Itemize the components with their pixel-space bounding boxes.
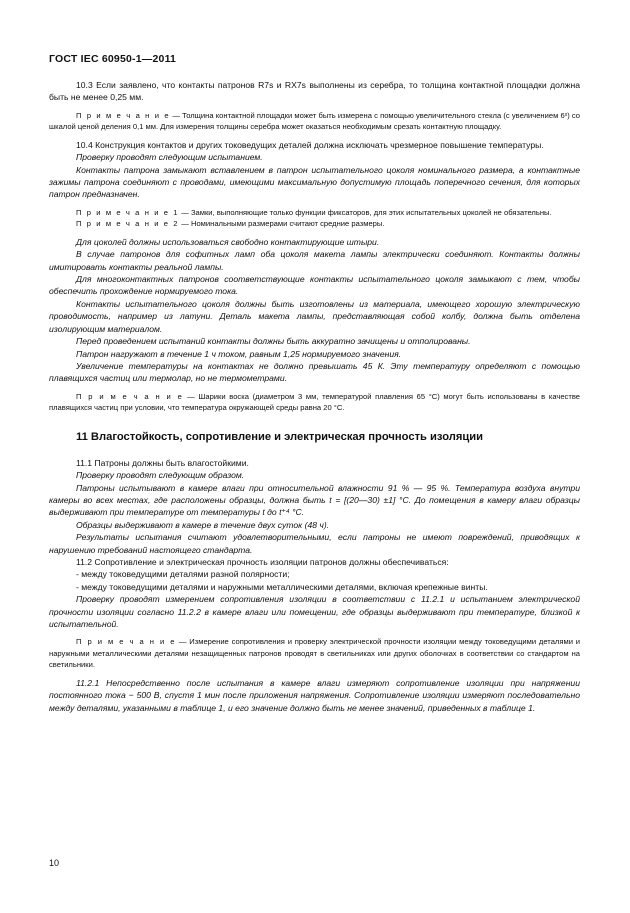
note-label: П р и м е ч а н и е 1 [76, 207, 180, 217]
document-header: ГОСТ IEC 60950-1—2011 [49, 53, 177, 65]
note-text: — Толщина контактной площадки может быть измерена с помощью увеличительного стекла (с увеличением 6ˣ) со шкалой ценой деления 0,1 мм. Для измерения толщины серебра может оказаться необходимым срезать контактную площадку. [49, 110, 581, 132]
note-11 [49, 636, 580, 671]
paragraph: Увеличение температуры на контактах не должно превышать 45 К. Эту температуру определяют с помощью плавящихся частиц или термолар, но не термометрами. [49, 360, 580, 384]
paragraph: Патрон нагружают в течение 1 ч током, равным 1,25 нормируемого значения. [76, 348, 402, 359]
note-label: П р и м е ч а н и е [76, 391, 184, 401]
clause-10-4: 10.4 Конструкция контактов и других токоведущих деталей должна исключать чрезмерное повышение температуры. [76, 139, 544, 150]
note-text: — Номинальными размерами считают средние размеры. [179, 219, 385, 229]
page-content [49, 79, 580, 714]
test-intro: Проверку проводят следующим образом. [76, 470, 245, 481]
paragraph: Проверку проводят измерением сопротивления изоляции в соответствии с 11.2.1 и испытанием электрической прочности изоляции согласно 11.2.2 в камере влаги или помещении, где образцы выдерживают при температуре, близкой к испытательной. [49, 594, 580, 629]
note-10-3 [49, 110, 580, 133]
humidity-test: Патроны испытывают в камере влаги при относительной влажности 91 % — 95 %. Температура воздуха внутри камеры во всех местах, где расположены образцы, должна быть t = [(20—30) ±1] °С. До помещения в камеру влаги образцы выдерживают при температуре от температуры t до t⁺⁴ °С. [49, 482, 580, 518]
note-text: — Шарики воска (диаметром 3 мм, температурой плавления 65 °С) могут быть использованы в качестве плавящихся частиц при условии, что температура окружающей среды равна 20 °С. [49, 391, 581, 413]
note-label: П р и м е ч а н и е [76, 110, 171, 120]
note-3 [49, 391, 580, 414]
page-number: 10 [49, 858, 60, 868]
note-1 [49, 207, 580, 219]
test-description: Контакты патрона замыкают вставлением в патрон испытательного цоколя номинального размера, а контактные зажимы патрона соединяют с проводами, имеющими максимальную допустимую площадь поперечного сечения, для которых патрон предназначен. [49, 164, 580, 200]
paragraph: В случае патронов для софитных ламп оба цоколя макета лампы электрически соединяют. Контакты должны имитировать контакты реальной лампы. [49, 249, 580, 272]
paragraph: Перед проведением испытаний контакты должны быть аккуратно зачищены и отполированы. [76, 336, 471, 347]
section-heading: 11 Влагостойкость, сопротивление и электрическая прочность изоляции [76, 430, 484, 443]
paragraph: Для цоколей должны использоваться свободно контактирующие штыри. [76, 236, 380, 247]
list-item: - между токоведущими деталями и наружными металлическими деталями, включая крепежные винты. [76, 581, 488, 592]
note-text: — Измерение сопротивления и проверку электрической прочности изоляции между токоведущими деталями и наружными металлическими деталями незащищенных патронов проводят в светильниках или других оболочках в соответствии со стандартом на светильники. [49, 637, 581, 670]
paragraph: Для многоконтактных патронов соответствующие контакты испытательного цоколя замыкают с тем, чтобы обеспечить прохождение нормируемого тока. [49, 274, 580, 297]
note-label: П р и м е ч а н и е 2 [76, 219, 180, 229]
note-2 [49, 218, 580, 230]
clause-11-2-1: 11.2.1 Непосредственно после испытания в камере влаги измеряют сопротивление изоляции при напряжении постоянного тока − 500 В, спустя 1 мин после приложения напряжения. Сопротивление изоляции измеряют последовательно между деталями, указанными в таблице 1, и его значение должно быть не менее значений, приведенных в таблице 1. [49, 677, 580, 713]
clause-11-1: 11.1 Патроны должны быть влагостойкими. [76, 457, 249, 468]
note-text: — Замки, выполняющие только функции фиксаторов, для этих испытательных цоколей не обязательны. [179, 207, 552, 217]
test-intro: Проверку проводят следующим испытанием. [76, 152, 263, 163]
paragraph: Результаты испытания считают удовлетворительными, если патроны не имеют повреждений, приводящих к нарушению требований настоящего стандарта. [49, 532, 580, 555]
list-item: - между токоведущими деталями разной полярности; [76, 569, 290, 580]
clause-10-3: 10.3 Если заявлено, что контакты патронов R7s и RX7s выполнены из серебра, то толщина контактной площадки должна быть не менее 0,25 мм. [49, 80, 580, 103]
paragraph: Образцы выдерживают в камере в течение двух суток (48 ч). [76, 519, 330, 530]
clause-11-2: 11.2 Сопротивление и электрическая прочность изоляции патронов должны обеспечиваться: [76, 556, 449, 567]
paragraph: Контакты испытательного цоколя должны быть изготовлены из материала, имеющего хорошую электрическую проводимость, например из латуни. Деталь макета лампы, представляющая собой колбу, должна быть отделена изолирующим материалом. [49, 298, 580, 334]
note-label: П р и м е ч а н и е [76, 637, 177, 647]
